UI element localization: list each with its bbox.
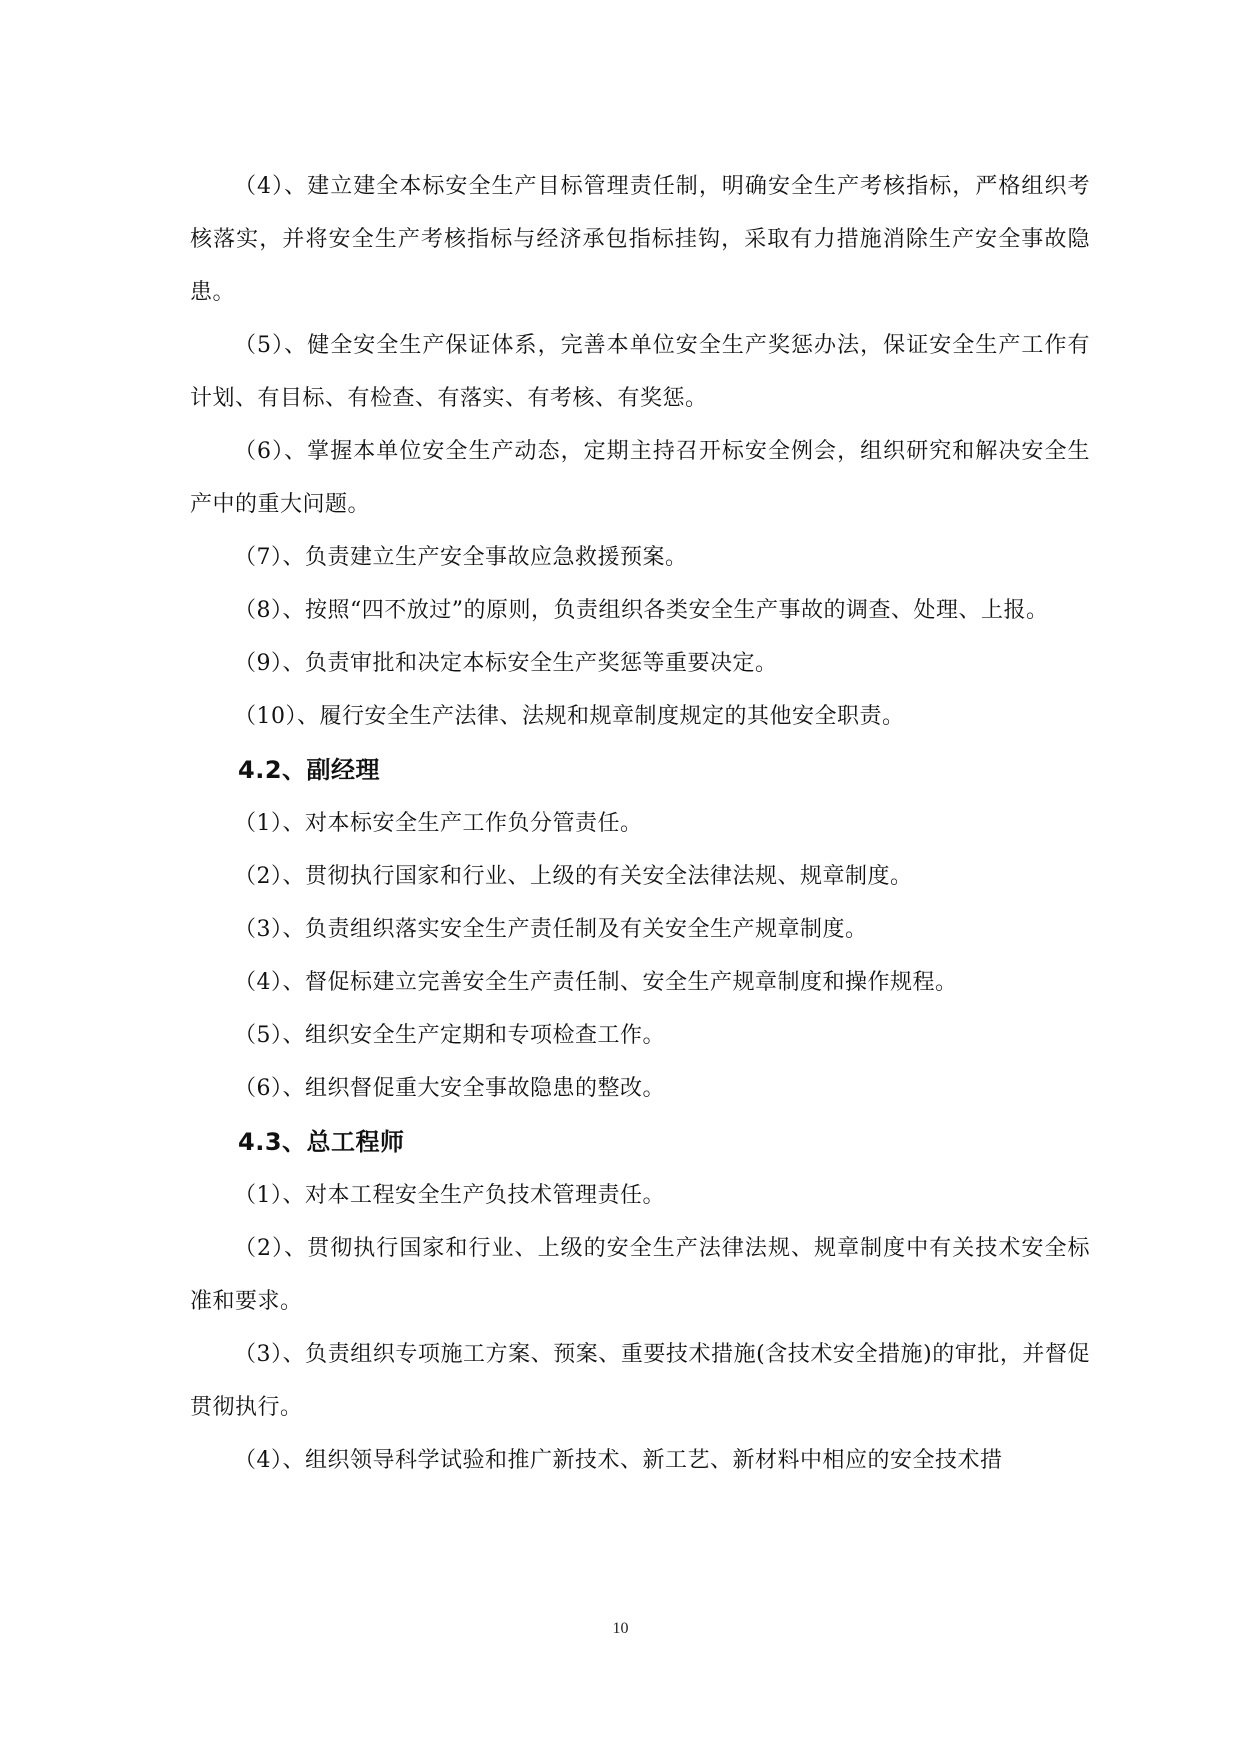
paragraph-4-1-item-8: （8）、按照“四不放过”的原则，负责组织各类安全生产事故的调查、处理、上报。 [234,598,1049,623]
paragraph-4-3-item-2: （2）、贯彻执行国家和行业、上级的安全生产法律法规、规章制度中有关技术安全标准和要求。 [190,1236,1090,1314]
paragraph-4-2-item-4: （4）、督促标建立完善安全生产责任制、安全生产规章制度和操作规程。 [234,970,958,995]
section-heading-4-3: 4.3、总工程师 [238,1128,405,1156]
paragraph-4-2-item-6: （6）、组织督促重大安全事故隐患的整改。 [234,1076,665,1101]
section-heading-4-2: 4.2、副经理 [238,756,381,784]
paragraph-4-1-item-4: （4）、建立建全本标安全生产目标管理责任制，明确安全生产考核指标，严格组织考核落实，并将安全生产考核指标与经济承包指标挂钩，采取有力措施消除生产安全事故隐患。 [190,174,1090,305]
paragraph-4-2-item-2: （2）、贯彻执行国家和行业、上级的有关安全法律法规、规章制度。 [234,864,913,889]
paragraph-4-3-item-3: （3）、负责组织专项施工方案、预案、重要技术措施(含技术安全措施)的审批，并督促贯彻执行。 [190,1342,1090,1420]
paragraph-4-1-item-7: （7）、负责建立生产安全事故应急救援预案。 [234,545,688,570]
page-number: 10 [612,1620,629,1637]
page-content [190,160,1090,1487]
paragraph-4-1-item-5: （5）、健全安全生产保证体系，完善本单位安全生产奖惩办法，保证安全生产工作有计划、有目标、有检查、有落实、有考核、有奖惩。 [190,333,1090,411]
paragraph-4-3-item-4: （4）、组织领导科学试验和推广新技术、新工艺、新材料中相应的安全技术措 [234,1448,1003,1473]
paragraph-4-2-item-1: （1）、对本标安全生产工作负分管责任。 [234,811,643,836]
paragraph-4-2-item-3: （3）、负责组织落实安全生产责任制及有关安全生产规章制度。 [234,917,868,942]
paragraph-4-1-item-10: （10）、履行安全生产法律、法规和规章制度规定的其他安全职责。 [234,704,905,729]
paragraph-4-2-item-5: （5）、组织安全生产定期和专项检查工作。 [234,1023,665,1048]
paragraph-4-1-item-9: （9）、负责审批和决定本标安全生产奖惩等重要决定。 [234,651,778,676]
paragraph-4-1-item-6: （6）、掌握本单位安全生产动态，定期主持召开标安全例会，组织研究和解决安全生产中的重大问题。 [190,439,1090,517]
paragraph-4-3-item-1: （1）、对本工程安全生产负技术管理责任。 [234,1183,665,1208]
